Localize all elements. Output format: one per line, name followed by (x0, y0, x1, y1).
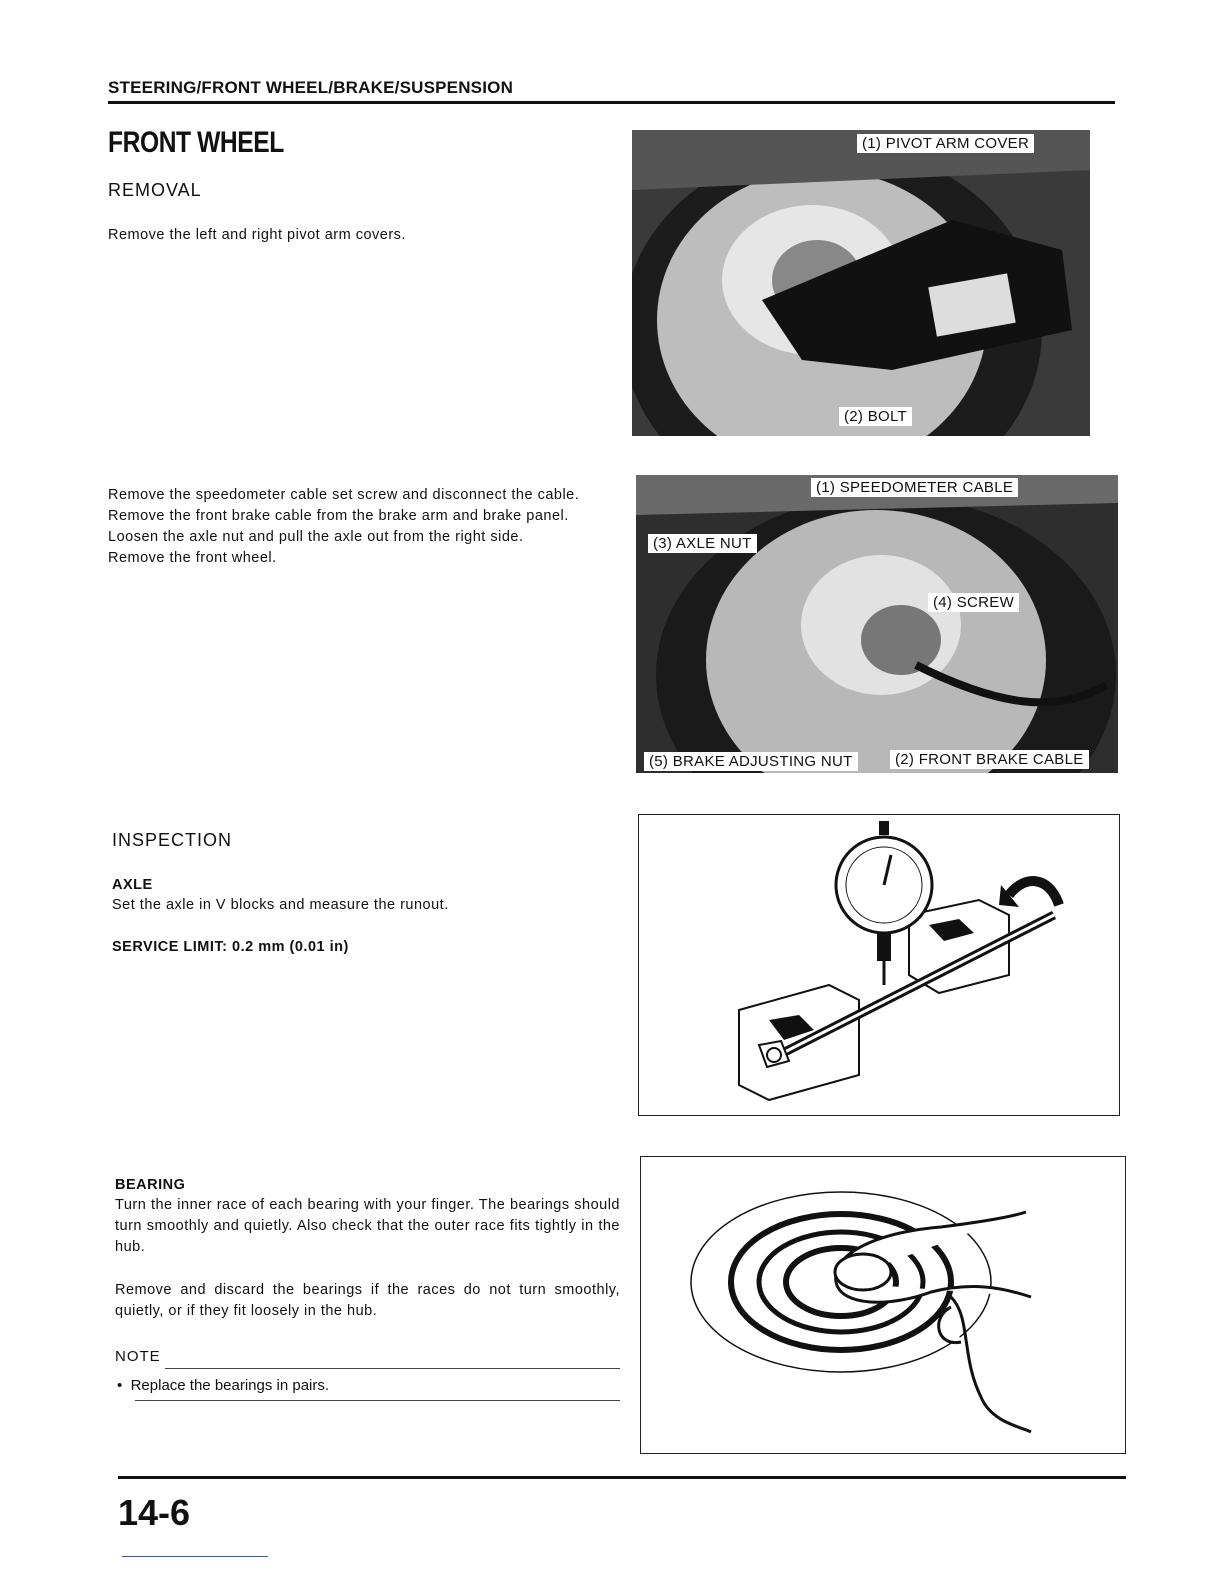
callout-pivot-arm-cover: (1) PIVOT ARM COVER (857, 134, 1034, 153)
callout-axle-nut: (3) AXLE NUT (648, 534, 757, 553)
front-wheel-illustration (636, 475, 1118, 773)
header-rule (108, 101, 1115, 104)
callout-bolt: (2) BOLT (839, 407, 912, 426)
callout-speedometer-cable: (1) SPEEDOMETER CABLE (811, 478, 1018, 497)
bearing-check-diagram (640, 1156, 1126, 1454)
removal-step-1: Remove the left and right pivot arm covers. (108, 227, 406, 243)
footer-rule (118, 1476, 1126, 1479)
bearing-text-2: Remove and discard the bearings if the races do not turn smoothly, quietly, or if they fit loosely in the hub. (115, 1282, 620, 1319)
bearing-text-1: Turn the inner race of each bearing with your finger. The bearings should turn smoothly and quietly. Also check that the outer race fits tightly in the hub. (115, 1197, 620, 1255)
footer-link-underline (122, 1556, 268, 1557)
callout-front-brake-cable: (2) FRONT BRAKE CABLE (890, 750, 1089, 769)
speedometer-cable-photo (636, 475, 1118, 773)
axle-label: AXLE (112, 877, 153, 893)
removal-step-2d: Remove the front wheel. (108, 550, 277, 566)
service-limit (112, 939, 349, 955)
inspection-heading: INSPECTION (112, 830, 233, 850)
service-limit-value: 0.2 mm (0.01 in) (232, 939, 349, 955)
note-item (117, 1377, 329, 1394)
removal-step-2b: Remove the front brake cable from the brake arm and brake panel. (108, 508, 569, 524)
removal-step-2a: Remove the speedometer cable set screw and disconnect the cable. (108, 487, 580, 503)
note-top-rule (165, 1368, 620, 1369)
pivot-arm-cover-photo (632, 130, 1090, 436)
removal-heading: REMOVAL (108, 180, 202, 200)
note-bottom-rule (135, 1400, 620, 1401)
section-header: STEERING/FRONT WHEEL/BRAKE/SUSPENSION (108, 78, 514, 97)
note-label: NOTE (115, 1348, 161, 1365)
axle-runout-diagram (638, 814, 1120, 1116)
callout-brake-adjusting-nut: (5) BRAKE ADJUSTING NUT (644, 752, 858, 771)
callout-screw: (4) SCREW (928, 593, 1019, 612)
bearing-label: BEARING (115, 1177, 186, 1193)
pivot-arm-cover-illustration (632, 130, 1090, 436)
page-title: FRONT WHEEL (108, 126, 284, 159)
note-bullet-icon: • (117, 1377, 131, 1394)
removal-step-2c: Loosen the axle nut and pull the axle out from the right side. (108, 529, 524, 545)
axle-v-block-illustration (639, 815, 1119, 1115)
bearing-finger-illustration (641, 1157, 1125, 1453)
page-number: 14-6 (118, 1492, 191, 1533)
note-item-text: Replace the bearings in pairs. (130, 1377, 330, 1394)
axle-text: Set the axle in V blocks and measure the runout. (112, 897, 449, 913)
removal-steps-2 (108, 485, 616, 569)
service-limit-label: SERVICE LIMIT: (112, 939, 228, 955)
